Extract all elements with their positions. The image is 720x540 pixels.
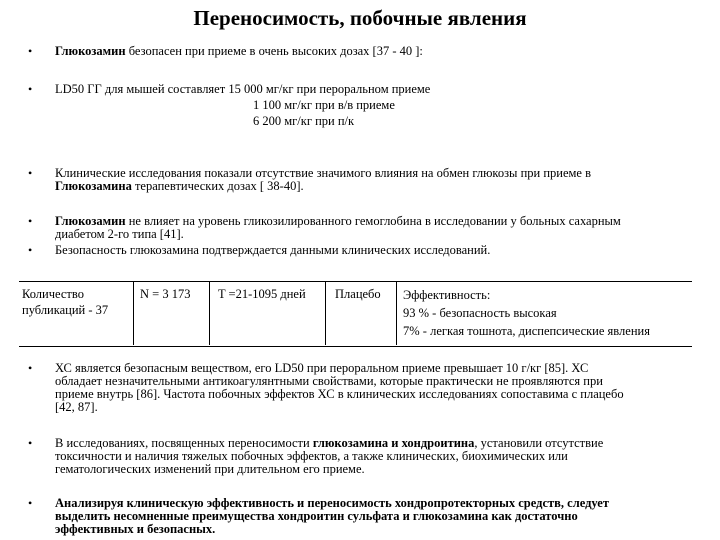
efficacy-cell (403, 286, 650, 340)
bullet-marker: • (28, 496, 33, 510)
publications-count-cell (22, 286, 108, 318)
table-divider (209, 281, 210, 345)
xc-line-3: приеме внутрь [86]. Частота побочных эффектов ХС в клинических исследованиях сопоставима с плацебо (55, 387, 624, 401)
duration-cell: T =21-1095 дней (218, 287, 306, 301)
efficacy-safety-line: 93 % - безопасность высокая (403, 306, 557, 320)
clinical-line-2-rest: терапевтических дозах [ 38-40]. (131, 179, 304, 193)
efficacy-side-effects-line: 7% - легкая тошнота, диспепсические явления (403, 324, 650, 338)
bullet-marker: • (28, 44, 33, 58)
hemoglobin-line-2: диабетом 2-го типа [41]. (55, 227, 184, 241)
efficacy-title: Эффективность: (403, 288, 491, 302)
glucosamine-bold: Глюкозамин (55, 214, 126, 228)
tolerability-line-1-start: В исследованиях, посвященных переносимости (55, 436, 313, 450)
page-title: Переносимость, побочные явления (193, 6, 527, 30)
xc-line-1: ХС является безопасным веществом, его LD50 при пероральном приеме превышает 10 г/кг [85]. ХС (55, 361, 589, 375)
glucosamine-safety-text (55, 45, 423, 58)
safety-confirmed-text: Безопасность глюкозамина подтверждается данными клинических исследований. (55, 243, 491, 257)
bullet-marker: • (28, 166, 33, 180)
ld50-line-1: LD50 ГГ для мышей составляет 15 000 мг/кг при пероральном приеме (55, 82, 431, 96)
glucosamine-chondroitin-bold: глюкозамина и хондроитина (312, 436, 475, 450)
hemoglobin-line-1-rest: не влияет на уровень гликозилированного гемоглобина в исследовании у больных сахарным (125, 214, 621, 228)
glucosamine-bold: Глюкозамина (55, 179, 132, 193)
bullet-marker: • (28, 361, 33, 375)
table-divider (133, 281, 134, 345)
conclusion-line-3: эффективных и безопасных. (55, 522, 216, 536)
table-divider (325, 281, 326, 345)
patients-count-cell: N = 3 173 (140, 287, 191, 301)
bullet-marker: • (28, 436, 33, 450)
tolerability-line-2: токсичности и наличия тяжелых побочных эффектов, а также клинических, биохимических или (55, 449, 568, 463)
glucosamine-bold: Глюкозамин (55, 44, 126, 58)
ld50-line-2: 1 100 мг/кг при в/в приеме (253, 98, 395, 112)
bullet-marker: • (28, 243, 33, 257)
bullet-marker: • (28, 82, 33, 96)
clinical-line-1: Клинические исследования показали отсутствие значимого влияния на обмен глюкозы при приеме в (55, 166, 591, 180)
bullet-marker: • (28, 214, 33, 228)
glucosamine-safety-rest: безопасен при приеме в очень высоких дозах [37 - 40 ]: (125, 44, 423, 58)
tolerability-line-1-end: , установили отсутствие (474, 436, 604, 450)
placebo-cell: Плацебо (335, 287, 381, 301)
xc-line-4: [42, 87]. (55, 400, 98, 414)
clinical-line-2 (55, 180, 304, 193)
conclusion-line-2: выделить несомненные преимущества хондроитин сульфата и глюкозамина как достаточно (55, 509, 578, 523)
publications-count-value: публикаций - 37 (22, 303, 109, 317)
xc-line-2: обладает незначительными антикоагулянтными свойствами, которые практически не проявляются при (55, 374, 603, 388)
ld50-line-3: 6 200 мг/кг при п/к (253, 114, 355, 128)
table-divider (396, 281, 397, 345)
conclusion-line-1: Анализируя клиническую эффективность и переносимость хондропротекторных средств, следует (55, 496, 609, 510)
publications-count-label: Количество (22, 287, 84, 301)
tolerability-line-3: гематологических изменений при длительном его приеме. (55, 462, 365, 476)
